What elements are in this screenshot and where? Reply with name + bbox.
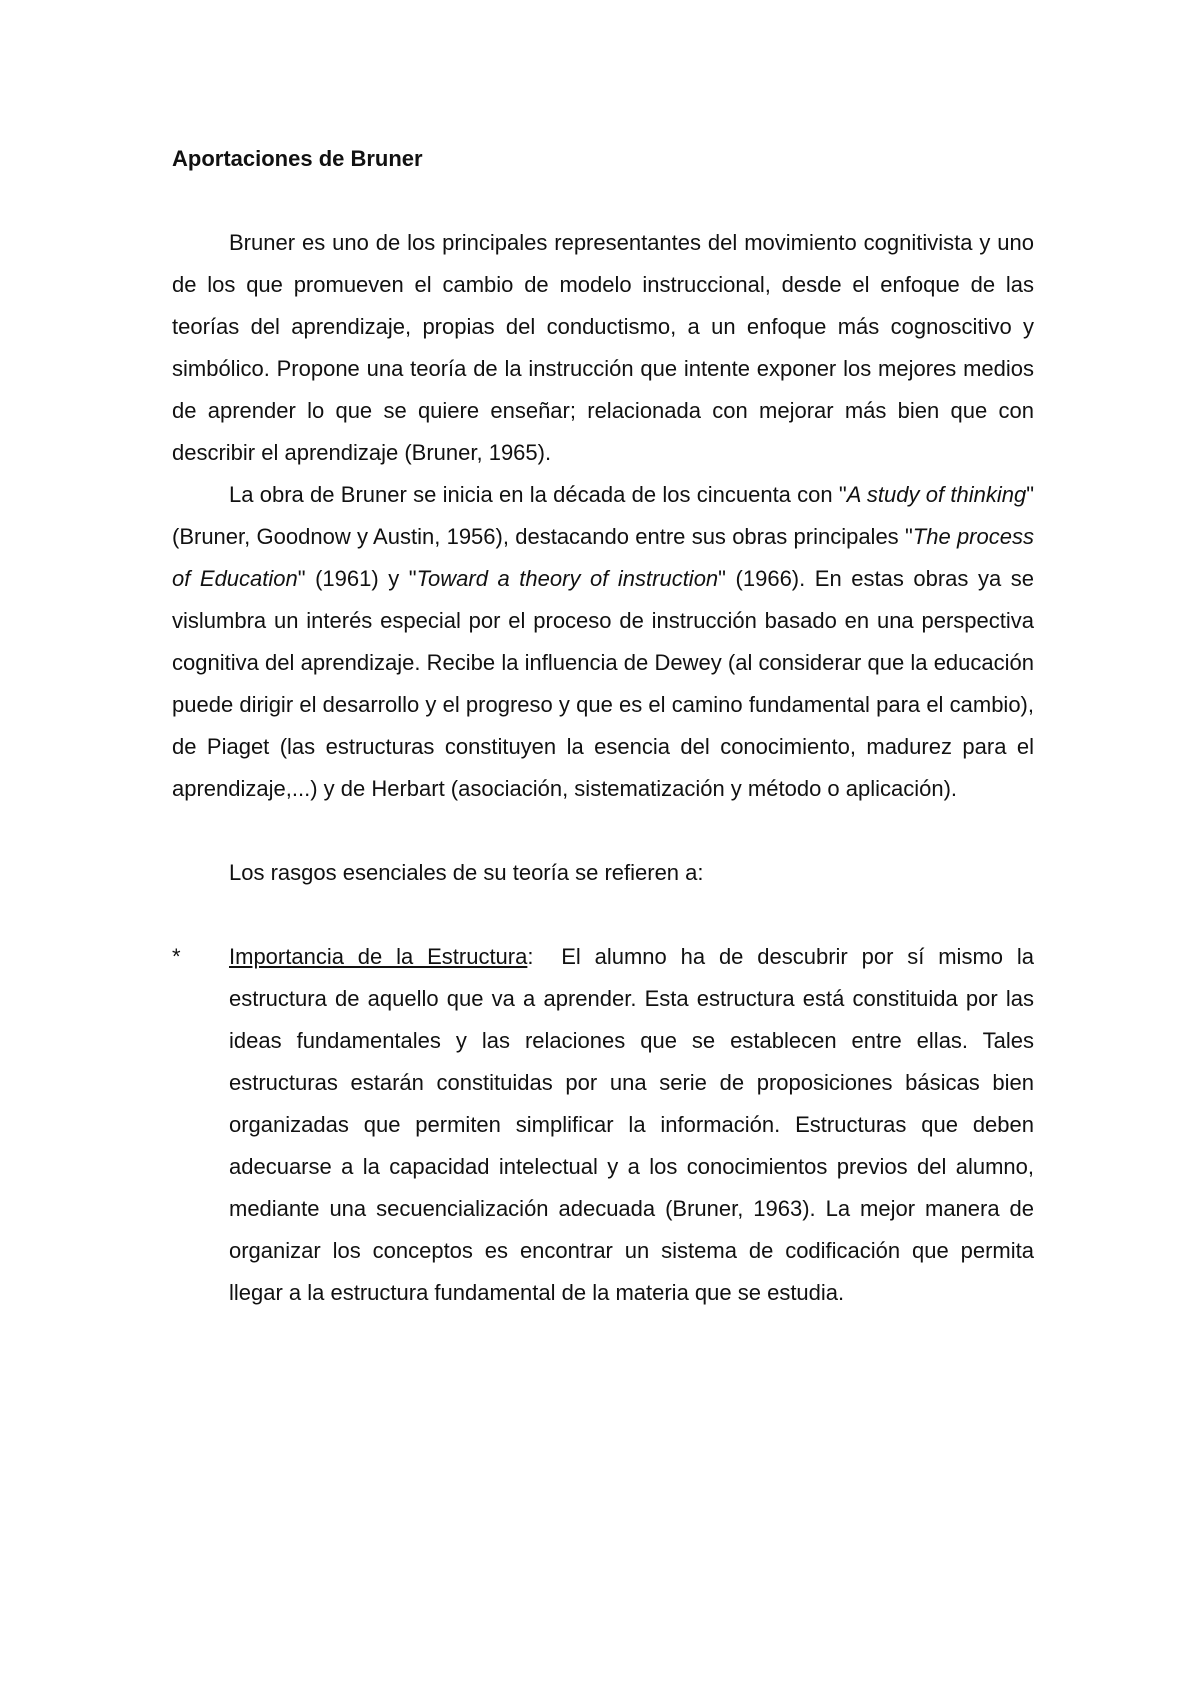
bullet-mark: * xyxy=(172,944,181,969)
bullet-heading: Importancia de la Estructura xyxy=(229,944,528,969)
paragraph-works-text-1: La obra de Bruner se inicia en la década de los cincuenta con " xyxy=(229,482,847,507)
page-title: Aportaciones de Bruner xyxy=(172,146,423,171)
bullet-item-structure xyxy=(172,936,1041,1314)
paragraph-intro: Bruner es uno de los principales representantes del movimiento cognitivista y uno de los que promueven el cambio de modelo instruccional, desde el enfoque de las teorías del aprendizaje, propias del conductismo, a un enfoque más cognoscitivo y simbólico. Propone una teoría de la instrucción que intente exponer los mejores medios de aprender lo que se quiere enseñar; relacionada con mejorar más bien que con describir el aprendizaje (Bruner, 1965). xyxy=(172,230,1034,465)
paragraph-features-intro: Los rasgos esenciales de su teoría se refieren a: xyxy=(229,860,704,885)
paragraph-works-text-3: " (1961) y " xyxy=(297,566,417,591)
spacer xyxy=(172,810,1034,852)
bullet-colon: : xyxy=(527,944,534,969)
paragraph-works xyxy=(172,474,1034,810)
paragraph-works-text-4: " (1966). En estas obras ya se vislumbra un interés especial por el proceso de instrucción basado en una perspectiva cognitiva del aprendizaje. Recibe la influencia de Dewey (al considerar que la educación puede dirigir el desarrollo y el progreso y que es el camino fundamental para el cambio), de Piaget (las estructuras constituyen la esencia del conocimiento, madurez para el aprendizaje,...) y de Herbart (asociación, sistematización y método o aplicación). xyxy=(172,566,1034,801)
bullet-text: El alumno ha de descubrir por sí mismo la estructura de aquello que va a aprender. Esta estructura está constituida por las ideas fundamentales y las relaciones que se establecen entre ellas. Tales estructuras estarán constituidas por una serie de proposiciones básicas bien organizadas que permiten simplificar la información. Estructuras que deben adecuarse a la capacidad intelectual y a los conocimientos previos del alumno, mediante una secuencialización adecuada (Bruner, 1963). La mejor manera de organizar los conceptos es encontrar un sistema de codificación que permita llegar a la estructura fundamental de la materia que se estudia. xyxy=(229,944,1041,1305)
document-page xyxy=(172,138,1041,1314)
spacer xyxy=(172,894,1034,936)
work-title-toward-theory: Toward a theory of instruction xyxy=(416,566,719,591)
work-title-study-of-thinking: A study of thinking xyxy=(846,482,1027,507)
paragraph-works-text-2: " (Bruner, Goodnow y Austin, 1956), destacando entre sus obras principales " xyxy=(172,482,1034,549)
work-title-process-of-education: The process of Education xyxy=(172,524,1034,591)
